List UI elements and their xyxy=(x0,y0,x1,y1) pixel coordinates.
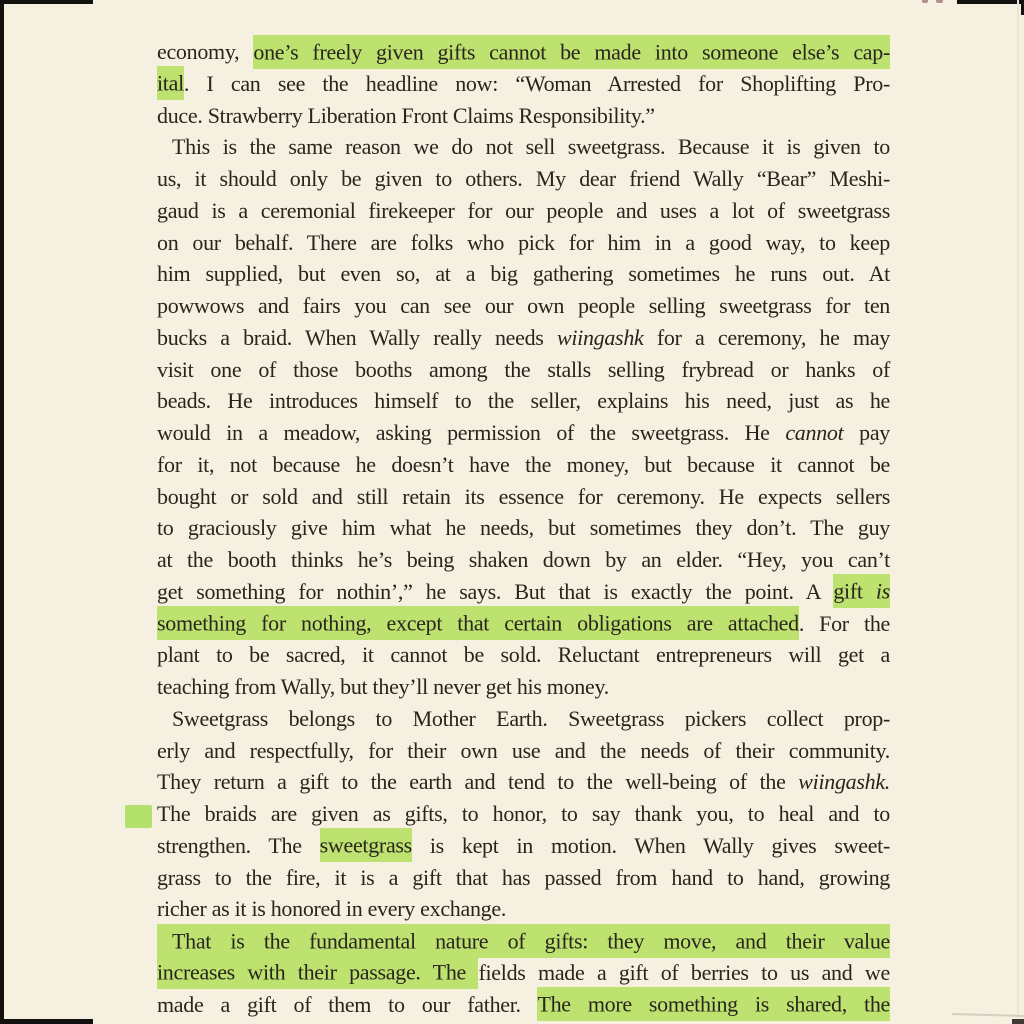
highlighted-text[interactable]: sweetgrass xyxy=(320,828,412,862)
text-line xyxy=(157,798,890,830)
text-line xyxy=(157,703,890,735)
body-text: get something for nothin’,” he says. But that is exactly the point. A xyxy=(157,578,834,604)
text-line xyxy=(157,385,890,417)
body-text: duce. Strawberry Liberation Front Claims Responsibility.” xyxy=(157,102,655,128)
highlighted-text[interactable]: one’s freely given gifts cannot be made into someone else’s cap- xyxy=(253,35,890,69)
body-text: wiingashk xyxy=(556,324,644,350)
body-text: plant to be sacred, it cannot be sold. Reluctant entrepreneurs will get a xyxy=(157,642,890,668)
body-text: for a ceremony, he may xyxy=(643,324,890,350)
photo-edge-top-right xyxy=(957,0,1024,4)
text-line xyxy=(157,862,890,894)
body-text: . I can see the headline now: “Woman Arrested for Shoplifting Pro- xyxy=(183,70,890,96)
body-text: erly and respectfully, for their own use and the needs of their community. xyxy=(157,737,890,763)
highlighted-text[interactable]: ital xyxy=(157,66,184,100)
body-text: teaching from Wally, but they’ll never get his money. xyxy=(157,674,609,699)
text-line xyxy=(157,417,890,449)
text-line xyxy=(157,195,890,227)
highlighted-text[interactable]: The more something is shared, the xyxy=(537,987,890,1021)
photo-edge-top-left xyxy=(0,0,93,4)
body-text: him supplied, but even so, at a big gathering sometimes he runs out. At xyxy=(157,261,890,287)
text-line xyxy=(157,576,890,608)
body-text: pay xyxy=(843,420,890,445)
body-text: on our behalf. There are folks who pick for him in a good way, to keep xyxy=(157,229,890,255)
body-text: Sweetgrass belongs to Mother Earth. Sweetgrass pickers collect prop- xyxy=(172,705,890,731)
text-line xyxy=(157,258,890,290)
highlighted-text[interactable]: increases with their passage. The xyxy=(157,955,478,989)
body-text: is kept in motion. When Wally gives sweet- xyxy=(411,832,890,858)
text-line xyxy=(157,735,890,767)
highlighted-text[interactable]: something for nothing, except that certain obligations are attached xyxy=(157,606,799,640)
body-text: to graciously give him what he needs, but sometimes they don’t. The guy xyxy=(157,515,890,541)
body-text: bought or sold and still retain its essence for ceremony. He expects sellers xyxy=(157,483,890,509)
text-line xyxy=(157,893,890,925)
body-text: cannot xyxy=(785,420,844,445)
text-line xyxy=(157,322,890,354)
photo-crop-artifact xyxy=(936,0,943,3)
text-line xyxy=(157,830,890,862)
body-text: for it, not because he doesn’t have the money, but because it cannot be xyxy=(157,451,890,477)
photo-edge-bottom-left xyxy=(0,1019,93,1024)
text-line xyxy=(157,449,890,481)
text-line xyxy=(157,354,890,386)
body-text: bucks a braid. When Wally really needs xyxy=(157,324,557,350)
body-text: The braids are given as gifts, to honor, to say thank you, to heal and to xyxy=(157,801,890,826)
text-line xyxy=(157,36,890,68)
body-text: . For the xyxy=(798,610,890,636)
photo-edge-left xyxy=(0,0,4,1024)
body-text: beads. He introduces himself to the seller, explains his need, just as he xyxy=(157,388,890,414)
text-line xyxy=(157,608,890,640)
body-text: fields made a gift of berries to us and we xyxy=(478,959,890,985)
page-edge-line xyxy=(1017,0,1019,1024)
text-line xyxy=(157,481,890,513)
text-line xyxy=(157,100,890,132)
body-text: powwows and fairs you can see our own people selling sweetgrass for ten xyxy=(157,293,890,318)
body-text: gaud is a ceremonial firekeeper for our people and uses a lot of sweetgrass xyxy=(157,197,890,223)
text-line xyxy=(157,227,890,259)
body-text: wiingashk. xyxy=(798,769,890,795)
text-line xyxy=(157,163,890,195)
text-line xyxy=(157,290,890,322)
text-line xyxy=(157,544,890,576)
text-line xyxy=(157,957,890,989)
page-bottom-edge-line xyxy=(952,1013,1024,1017)
highlighted-text[interactable]: gift xyxy=(833,574,876,608)
body-text: strengthen. The xyxy=(157,832,320,858)
text-line xyxy=(157,639,890,671)
text-column xyxy=(157,36,890,1020)
body-text: grass to the fire, it is a gift that has passed from hand to hand, growing xyxy=(157,864,890,890)
text-line xyxy=(157,131,890,163)
photo-corner-speck xyxy=(1012,1019,1024,1024)
photo-crop-artifact xyxy=(922,0,928,3)
body-text: They return a gift to the earth and tend to the well-being of the xyxy=(157,769,799,795)
text-line xyxy=(157,989,890,1021)
highlighted-text[interactable]: is xyxy=(876,574,890,608)
body-text: visit one of those booths among the stalls selling frybread or hanks of xyxy=(157,356,890,382)
body-text: richer as it is honored in every exchange. xyxy=(157,896,507,922)
text-line xyxy=(157,68,890,100)
text-line xyxy=(157,766,890,798)
text-line xyxy=(157,925,890,957)
margin-highlight-marker[interactable] xyxy=(125,805,152,828)
body-text: at the booth thinks he’s being shaken down by an elder. “Hey, you can’t xyxy=(157,547,890,572)
body-text: made a gift of them to our father. xyxy=(157,991,538,1017)
body-text: This is the same reason we do not sell sweetgrass. Because it is given to xyxy=(172,134,890,160)
text-line xyxy=(157,512,890,544)
body-text: economy, xyxy=(157,39,254,64)
highlighted-text[interactable]: That is the fundamental nature of gifts: they move, and their value xyxy=(172,924,890,958)
body-text: us, it should only be given to others. My dear friend Wally “Bear” Meshi- xyxy=(157,166,890,191)
body-text: would in a meadow, asking permission of the sweetgrass. He xyxy=(157,420,786,445)
text-line xyxy=(157,671,890,703)
